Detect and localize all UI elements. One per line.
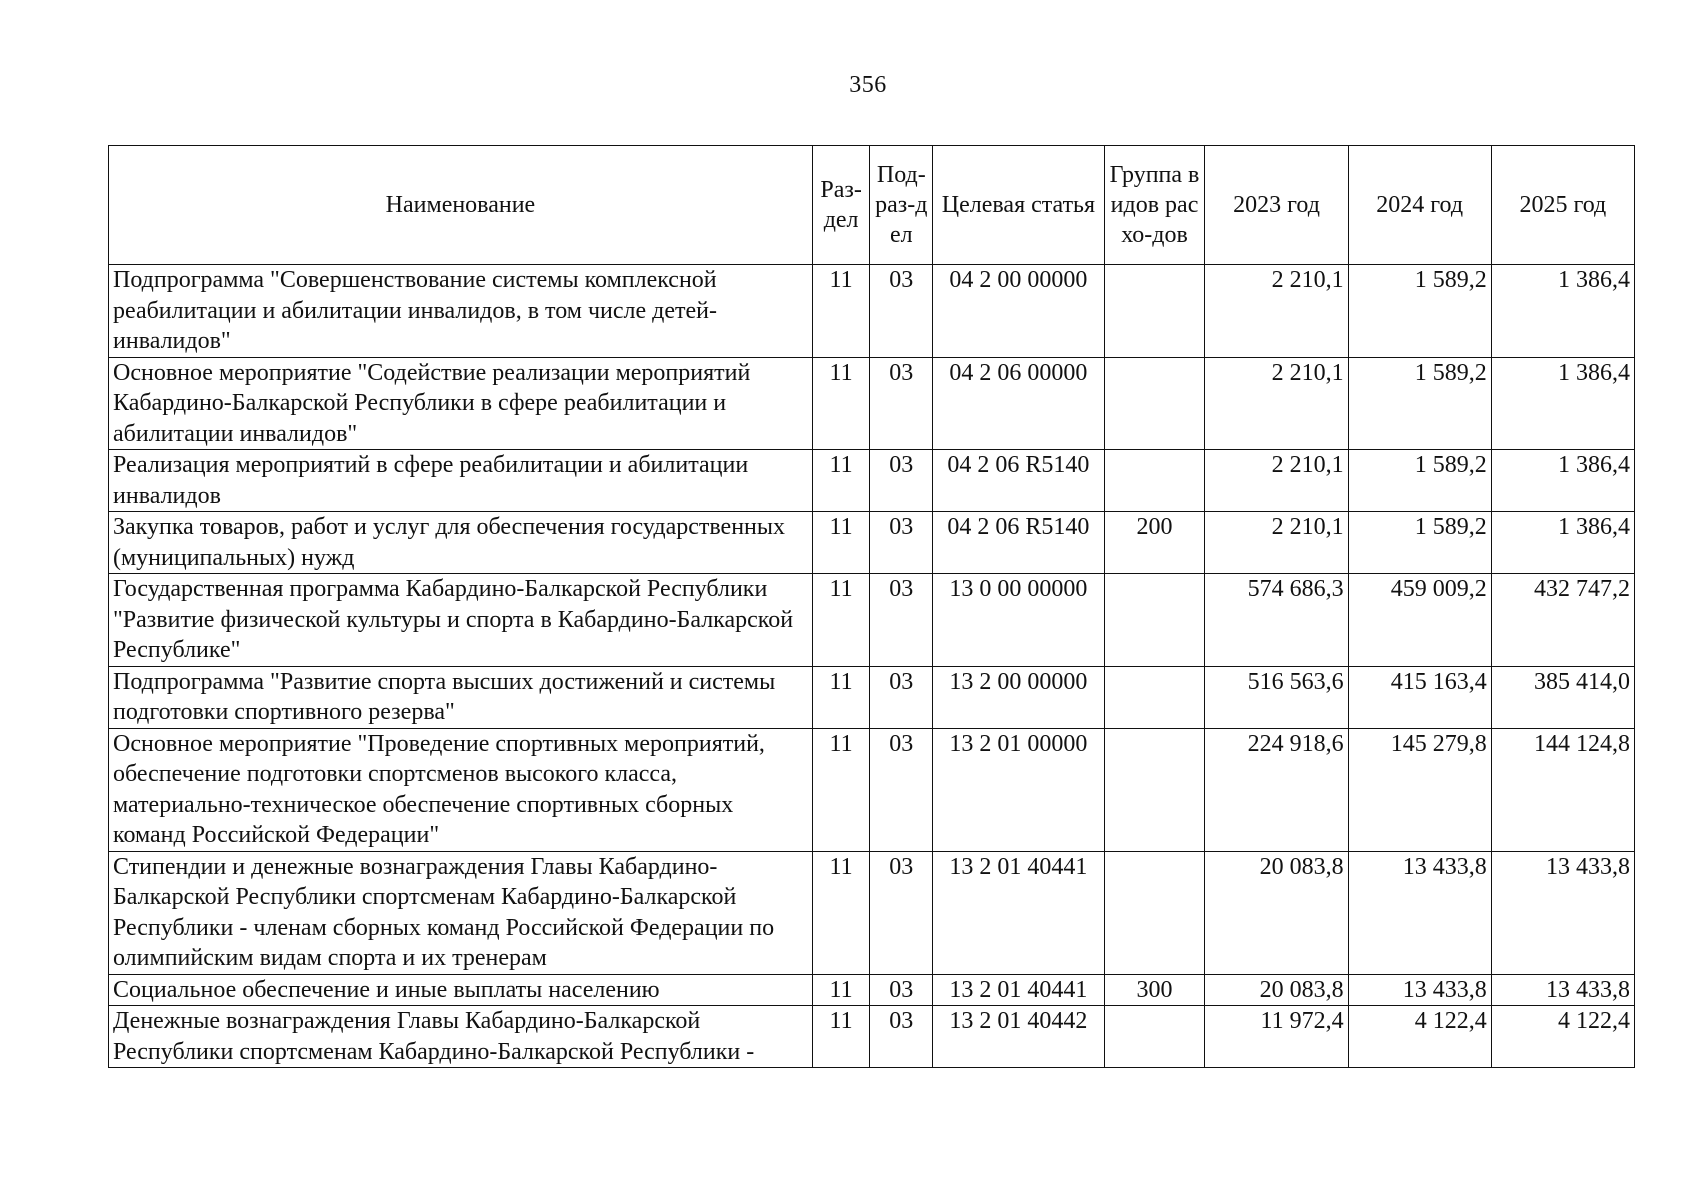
cell-2023: 574 686,3 (1205, 574, 1348, 667)
cell-section: 11 (812, 666, 869, 728)
cell-section: 11 (812, 974, 869, 1006)
cell-subsection: 03 (870, 512, 933, 574)
cell-2025: 13 433,8 (1491, 851, 1634, 974)
cell-2024: 1 589,2 (1348, 512, 1491, 574)
cell-subsection: 03 (870, 265, 933, 358)
cell-2025: 1 386,4 (1491, 450, 1634, 512)
cell-section: 11 (812, 1006, 869, 1068)
table-row (109, 851, 1635, 974)
table-header (109, 146, 1635, 265)
cell-expense-group: 200 (1104, 512, 1205, 574)
table-row (109, 728, 1635, 851)
cell-target-article: 13 2 01 40442 (933, 1006, 1104, 1068)
cell-2023: 20 083,8 (1205, 851, 1348, 974)
cell-name: Социальное обеспечение и иные выплаты населению (109, 974, 813, 1006)
cell-2023: 2 210,1 (1205, 265, 1348, 358)
cell-section: 11 (812, 728, 869, 851)
cell-name: Основное мероприятие "Проведение спортивных мероприятий, обеспечение подготовки спортсменов высокого класса, материально-техническое обеспечение спортивных сборных команд Российской Федерации" (109, 728, 813, 851)
cell-name: Реализация мероприятий в сфере реабилитации и абилитации инвалидов (109, 450, 813, 512)
cell-2025: 432 747,2 (1491, 574, 1634, 667)
cell-2024: 1 589,2 (1348, 450, 1491, 512)
cell-section: 11 (812, 357, 869, 450)
cell-2024: 4 122,4 (1348, 1006, 1491, 1068)
header-2024: 2024 год (1348, 146, 1491, 265)
cell-2025: 144 124,8 (1491, 728, 1634, 851)
cell-section: 11 (812, 851, 869, 974)
cell-subsection: 03 (870, 357, 933, 450)
header-2025: 2025 год (1491, 146, 1634, 265)
cell-expense-group (1104, 851, 1205, 974)
cell-target-article: 13 2 01 40441 (933, 974, 1104, 1006)
cell-2023: 2 210,1 (1205, 450, 1348, 512)
header-subsection: Под-раз-дел (870, 146, 933, 265)
cell-2025: 385 414,0 (1491, 666, 1634, 728)
header-2023: 2023 год (1205, 146, 1348, 265)
cell-2024: 145 279,8 (1348, 728, 1491, 851)
cell-2023: 20 083,8 (1205, 974, 1348, 1006)
cell-2024: 1 589,2 (1348, 357, 1491, 450)
cell-2025: 1 386,4 (1491, 265, 1634, 358)
header-name: Наименование (109, 146, 813, 265)
cell-2024: 13 433,8 (1348, 974, 1491, 1006)
table-row (109, 666, 1635, 728)
cell-target-article: 13 2 00 00000 (933, 666, 1104, 728)
table-row (109, 512, 1635, 574)
cell-2023: 2 210,1 (1205, 357, 1348, 450)
budget-table (108, 145, 1635, 1068)
cell-name: Подпрограмма "Совершенствование системы комплексной реабилитации и абилитации инвалидов, в том числе детей-инвалидов" (109, 265, 813, 358)
cell-section: 11 (812, 265, 869, 358)
header-row (109, 146, 1635, 265)
cell-target-article: 13 2 01 00000 (933, 728, 1104, 851)
cell-2025: 1 386,4 (1491, 357, 1634, 450)
cell-name: Денежные вознаграждения Главы Кабардино-Балкарской Республики спортсменам Кабардино-Балкарской Республики - (109, 1006, 813, 1068)
cell-2025: 4 122,4 (1491, 1006, 1634, 1068)
cell-target-article: 04 2 06 R5140 (933, 450, 1104, 512)
cell-name: Государственная программа Кабардино-Балкарской Республики "Развитие физической культуры и спорта в Кабардино-Балкарской Республике" (109, 574, 813, 667)
cell-expense-group (1104, 265, 1205, 358)
table-row (109, 357, 1635, 450)
cell-expense-group (1104, 666, 1205, 728)
table-row (109, 1006, 1635, 1068)
cell-name: Основное мероприятие "Содействие реализации мероприятий Кабардино-Балкарской Республики в сфере реабилитации и абилитации инвалидов" (109, 357, 813, 450)
cell-2023: 516 563,6 (1205, 666, 1348, 728)
cell-name: Подпрограмма "Развитие спорта высших достижений и системы подготовки спортивного резерва" (109, 666, 813, 728)
cell-subsection: 03 (870, 728, 933, 851)
cell-subsection: 03 (870, 450, 933, 512)
cell-name: Стипендии и денежные вознаграждения Главы Кабардино-Балкарской Республики спортсменам Кабардино-Балкарской Республики - членам сборных команд Российской Федерации по олимпийским видам спорта и их тренерам (109, 851, 813, 974)
cell-expense-group (1104, 450, 1205, 512)
cell-section: 11 (812, 450, 869, 512)
cell-target-article: 04 2 00 00000 (933, 265, 1104, 358)
cell-subsection: 03 (870, 1006, 933, 1068)
cell-expense-group (1104, 728, 1205, 851)
cell-expense-group (1104, 1006, 1205, 1068)
page-number: 356 (849, 72, 887, 98)
cell-subsection: 03 (870, 574, 933, 667)
table-row (109, 265, 1635, 358)
cell-2023: 2 210,1 (1205, 512, 1348, 574)
table-row (109, 450, 1635, 512)
header-target-article: Целевая статья (933, 146, 1104, 265)
cell-2024: 459 009,2 (1348, 574, 1491, 667)
cell-section: 11 (812, 574, 869, 667)
cell-name: Закупка товаров, работ и услуг для обеспечения государственных (муниципальных) нужд (109, 512, 813, 574)
cell-2023: 11 972,4 (1205, 1006, 1348, 1068)
cell-expense-group: 300 (1104, 974, 1205, 1006)
cell-expense-group (1104, 574, 1205, 667)
cell-target-article: 13 0 00 00000 (933, 574, 1104, 667)
cell-expense-group (1104, 357, 1205, 450)
cell-target-article: 04 2 06 00000 (933, 357, 1104, 450)
table-row (109, 574, 1635, 667)
cell-subsection: 03 (870, 974, 933, 1006)
cell-2025: 1 386,4 (1491, 512, 1634, 574)
cell-section: 11 (812, 512, 869, 574)
header-expense-group: Группа видов расхо-дов (1104, 146, 1205, 265)
cell-2025: 13 433,8 (1491, 974, 1634, 1006)
cell-subsection: 03 (870, 666, 933, 728)
cell-subsection: 03 (870, 851, 933, 974)
table-row (109, 974, 1635, 1006)
cell-target-article: 13 2 01 40441 (933, 851, 1104, 974)
cell-2024: 415 163,4 (1348, 666, 1491, 728)
cell-2024: 1 589,2 (1348, 265, 1491, 358)
cell-2023: 224 918,6 (1205, 728, 1348, 851)
table-body (109, 265, 1635, 1068)
cell-2024: 13 433,8 (1348, 851, 1491, 974)
header-section: Раз-дел (812, 146, 869, 265)
cell-target-article: 04 2 06 R5140 (933, 512, 1104, 574)
